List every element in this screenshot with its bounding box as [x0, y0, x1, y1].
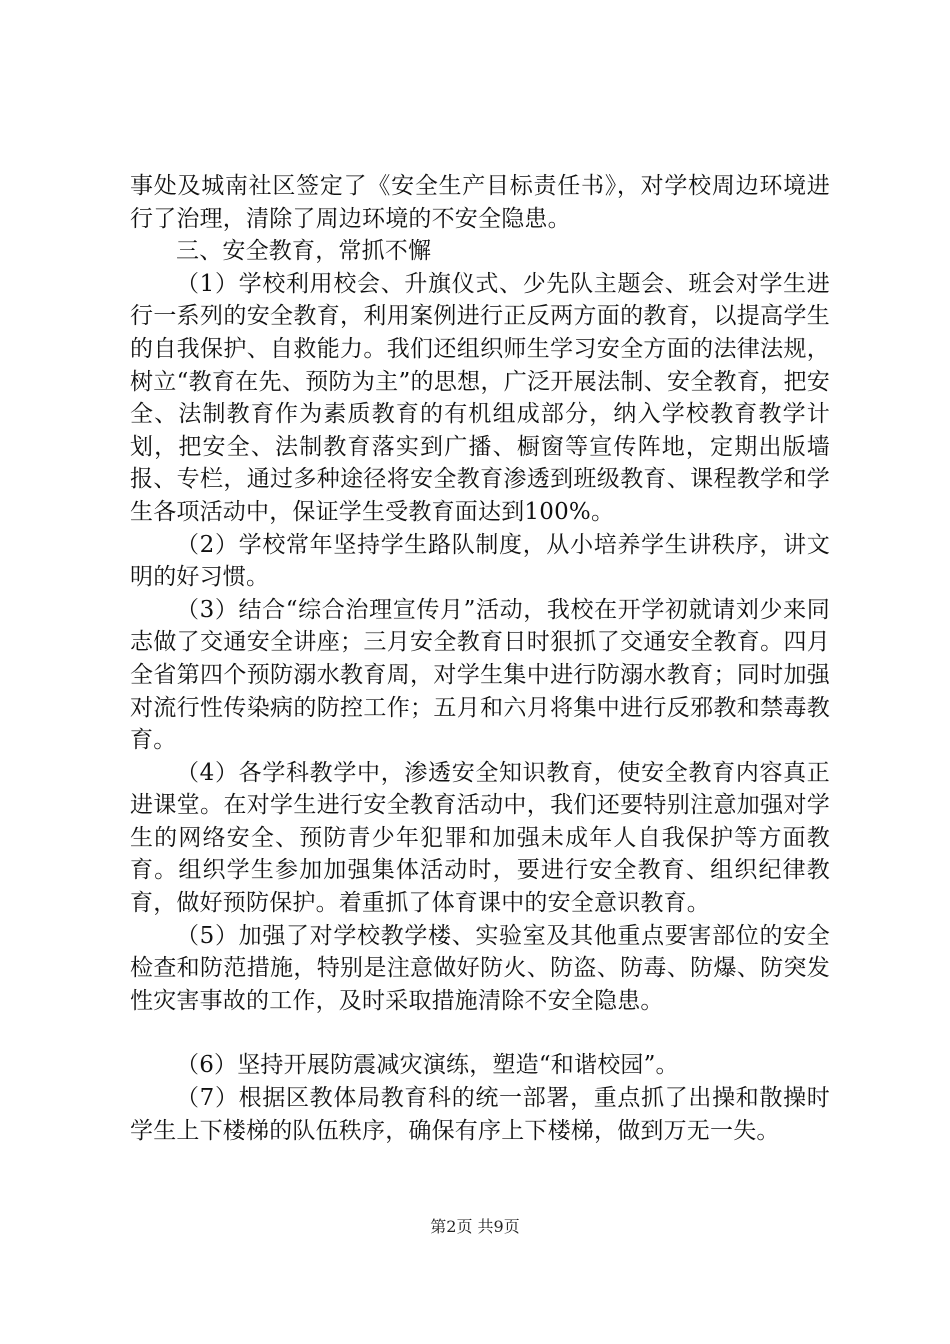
- section-heading: 三、安全教育，常抓不懈: [176, 238, 432, 265]
- blank-line: [130, 1017, 830, 1049]
- paragraph-2: （2）学校常年坚持学生路队制度，从小培养学生讲秩序，讲文明的好习惯。: [130, 531, 830, 591]
- paragraph-7: （7）根据区教体局教育科的统一部署，重点抓了出操和散操时学生上下楼梯的队伍秩序，确保有序上下楼梯，做到万无一失。: [130, 1085, 830, 1144]
- paragraph-4: （4）各学科教学中，渗透安全知识教育，使安全教育内容真正进课堂。在对学生进行安全教育活动中，我们还要特别注意加强对学生的网络安全、预防青少年犯罪和加强未成年人自我保护等方面教育。组织学生参加加强集体活动时，要进行安全教育、组织纪律教育，做好预防保护。着重抓了体育课中的安全意识教育。: [130, 759, 830, 917]
- paragraph-3: （3）结合“综合治理宣传月”活动，我校在开学初就请刘少来同志做了交通安全讲座；三月安全教育日时狠抓了交通安全教育。四月全省第四个预防溺水教育周，对学生集中进行防溺水教育；同时加强对流行性传染病的防控工作；五月和六月将集中进行反邪教和禁毒教育。: [130, 596, 830, 754]
- paragraph-5: （5）加强了对学校教学楼、实验室及其他重点要害部位的安全检查和防范措施，特别是注意做好防火、防盗、防毒、防爆、防突发性灾害事故的工作，及时采取措施清除不安全隐患。: [130, 922, 830, 1014]
- paragraph-6: （6）坚持开展防震减灾演练，塑造“和谐校园”。: [176, 1052, 679, 1079]
- continuation-paragraph: 事处及城南社区签定了《安全生产目标责任书》，对学校周边环境进行了治理，清除了周边环境的不安全隐患。: [130, 173, 830, 232]
- paragraph-1: （1）学校利用校会、升旗仪式、少先队主题会、班会对学生进行一系列的安全教育，利用案例进行正反两方面的教育，以提高学生的自我保护、自救能力。我们还组织师生学习安全方面的法律法规，树立“教育在先、预防为主”的思想，广泛开展法制、安全教育，把安全、法制教育作为素质教育的有机组成部分，纳入学校教育教学计划，把安全、法制教育落实到广播、橱窗等宣传阵地，定期出版墙报、专栏，通过多种途径将安全教育渗透到班级教育、课程教学和学生各项活动中，保证学生受教育面达到100%。: [130, 270, 830, 525]
- page-footer: 第2页 共9页: [430, 1217, 520, 1236]
- document-body: [130, 170, 830, 1147]
